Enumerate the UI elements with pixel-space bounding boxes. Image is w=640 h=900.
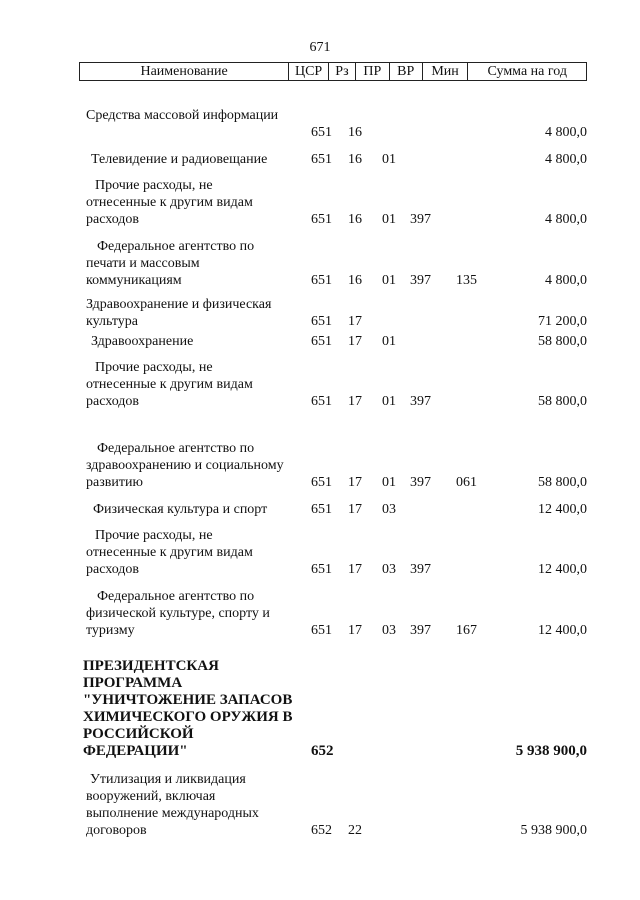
row-vr: 397 — [410, 475, 431, 490]
table-row — [0, 296, 640, 330]
header-pr: ПР — [356, 63, 390, 80]
table-row — [0, 588, 640, 639]
row-rz: 17 — [348, 394, 362, 409]
row-name: Федеральное агентство по здравоохранению и социальному развитию — [86, 441, 284, 490]
row-csr: 651 — [311, 314, 332, 329]
row-sum: 4 800,0 — [545, 212, 587, 227]
table-row — [0, 238, 640, 289]
row-rz: 17 — [348, 623, 362, 638]
row-csr: 651 — [311, 273, 332, 288]
table-row — [0, 359, 640, 410]
row-csr: 651 — [311, 475, 332, 490]
table-row — [0, 333, 640, 350]
row-pr: 03 — [382, 623, 396, 638]
row-csr: 652 — [311, 823, 332, 838]
row-pr: 03 — [382, 502, 396, 517]
row-name: Средства массовой информации — [86, 108, 279, 123]
row-sum: 5 938 900,0 — [520, 823, 587, 838]
table-header — [79, 62, 587, 81]
header-min: Мин — [423, 63, 469, 80]
row-pr: 01 — [382, 273, 396, 288]
row-sum: 58 800,0 — [538, 475, 587, 490]
header-csr: ЦСР — [289, 63, 329, 80]
row-csr: 651 — [311, 562, 332, 577]
row-min: 135 — [456, 273, 477, 288]
row-name: Физическая культура и спорт — [93, 502, 268, 517]
row-rz: 16 — [348, 125, 362, 140]
row-name: ПРЕЗИДЕНТСКАЯ ПРОГРАММА "УНИЧТОЖЕНИЕ ЗАПАСОВ ХИМИЧЕСКОГО ОРУЖИЯ В РОССИЙСКОЙ ФЕДЕРАЦИИ" — [83, 658, 293, 759]
row-sum: 12 400,0 — [538, 562, 587, 577]
row-vr: 397 — [410, 623, 431, 638]
row-vr: 397 — [410, 273, 431, 288]
table-row — [0, 501, 640, 518]
row-vr: 397 — [410, 212, 431, 227]
row-sum: 5 938 900,0 — [515, 743, 587, 759]
row-name: Утилизация и ликвидация вооружений, включая выполнение международных договоров — [86, 772, 259, 838]
header-sum: Сумма на год — [487, 64, 567, 79]
row-csr: 651 — [311, 212, 332, 227]
row-rz: 17 — [348, 314, 362, 329]
table-row — [0, 177, 640, 228]
table-row — [0, 658, 640, 760]
header-name: Наименование — [80, 63, 289, 80]
row-pr: 01 — [382, 475, 396, 490]
row-name: Прочие расходы, не отнесенные к другим видам расходов — [86, 528, 253, 577]
row-rz: 16 — [348, 273, 362, 288]
row-pr: 01 — [382, 394, 396, 409]
table-row — [0, 107, 640, 141]
row-csr: 651 — [311, 394, 332, 409]
table-row — [0, 527, 640, 578]
row-sum: 58 800,0 — [538, 394, 587, 409]
row-sum: 71 200,0 — [538, 314, 587, 329]
row-name: Прочие расходы, не отнесенные к другим видам расходов — [86, 360, 253, 409]
row-sum: 4 800,0 — [545, 125, 587, 140]
row-sum: 4 800,0 — [545, 152, 587, 167]
row-csr: 651 — [311, 334, 332, 349]
row-name: Телевидение и радиовещание — [91, 152, 268, 167]
table-row — [0, 771, 640, 839]
row-rz: 16 — [348, 152, 362, 167]
row-name: Здравоохранение — [91, 334, 194, 349]
row-rz: 17 — [348, 475, 362, 490]
page-number: 671 — [309, 40, 331, 55]
row-sum: 12 400,0 — [538, 623, 587, 638]
row-rz: 17 — [348, 562, 362, 577]
row-pr: 01 — [382, 212, 396, 227]
row-rz: 17 — [348, 502, 362, 517]
row-min: 167 — [456, 623, 477, 638]
row-min: 061 — [456, 475, 477, 490]
row-pr: 03 — [382, 562, 396, 577]
row-csr: 651 — [311, 502, 332, 517]
row-rz: 16 — [348, 212, 362, 227]
row-vr: 397 — [410, 394, 431, 409]
header-vr: ВР — [390, 63, 423, 80]
row-csr: 651 — [311, 152, 332, 167]
table-row — [0, 440, 640, 491]
row-sum: 4 800,0 — [545, 273, 587, 288]
row-pr: 01 — [382, 152, 396, 167]
row-name: Федеральное агентство по физической культуре, спорту и туризму — [86, 589, 270, 638]
row-rz: 17 — [348, 334, 362, 349]
row-csr: 652 — [311, 743, 334, 759]
row-csr: 651 — [311, 623, 332, 638]
header-rz: Рз — [329, 63, 356, 80]
row-sum: 12 400,0 — [538, 502, 587, 517]
row-sum: 58 800,0 — [538, 334, 587, 349]
row-name: Прочие расходы, не отнесенные к другим видам расходов — [86, 178, 253, 227]
row-name: Здравоохранение и физическая культура — [86, 297, 272, 329]
row-csr: 651 — [311, 125, 332, 140]
row-rz: 22 — [348, 823, 362, 838]
row-vr: 397 — [410, 562, 431, 577]
table-row — [0, 151, 640, 168]
row-pr: 01 — [382, 334, 396, 349]
row-name: Федеральное агентство по печати и массовым коммуникациям — [86, 239, 255, 288]
